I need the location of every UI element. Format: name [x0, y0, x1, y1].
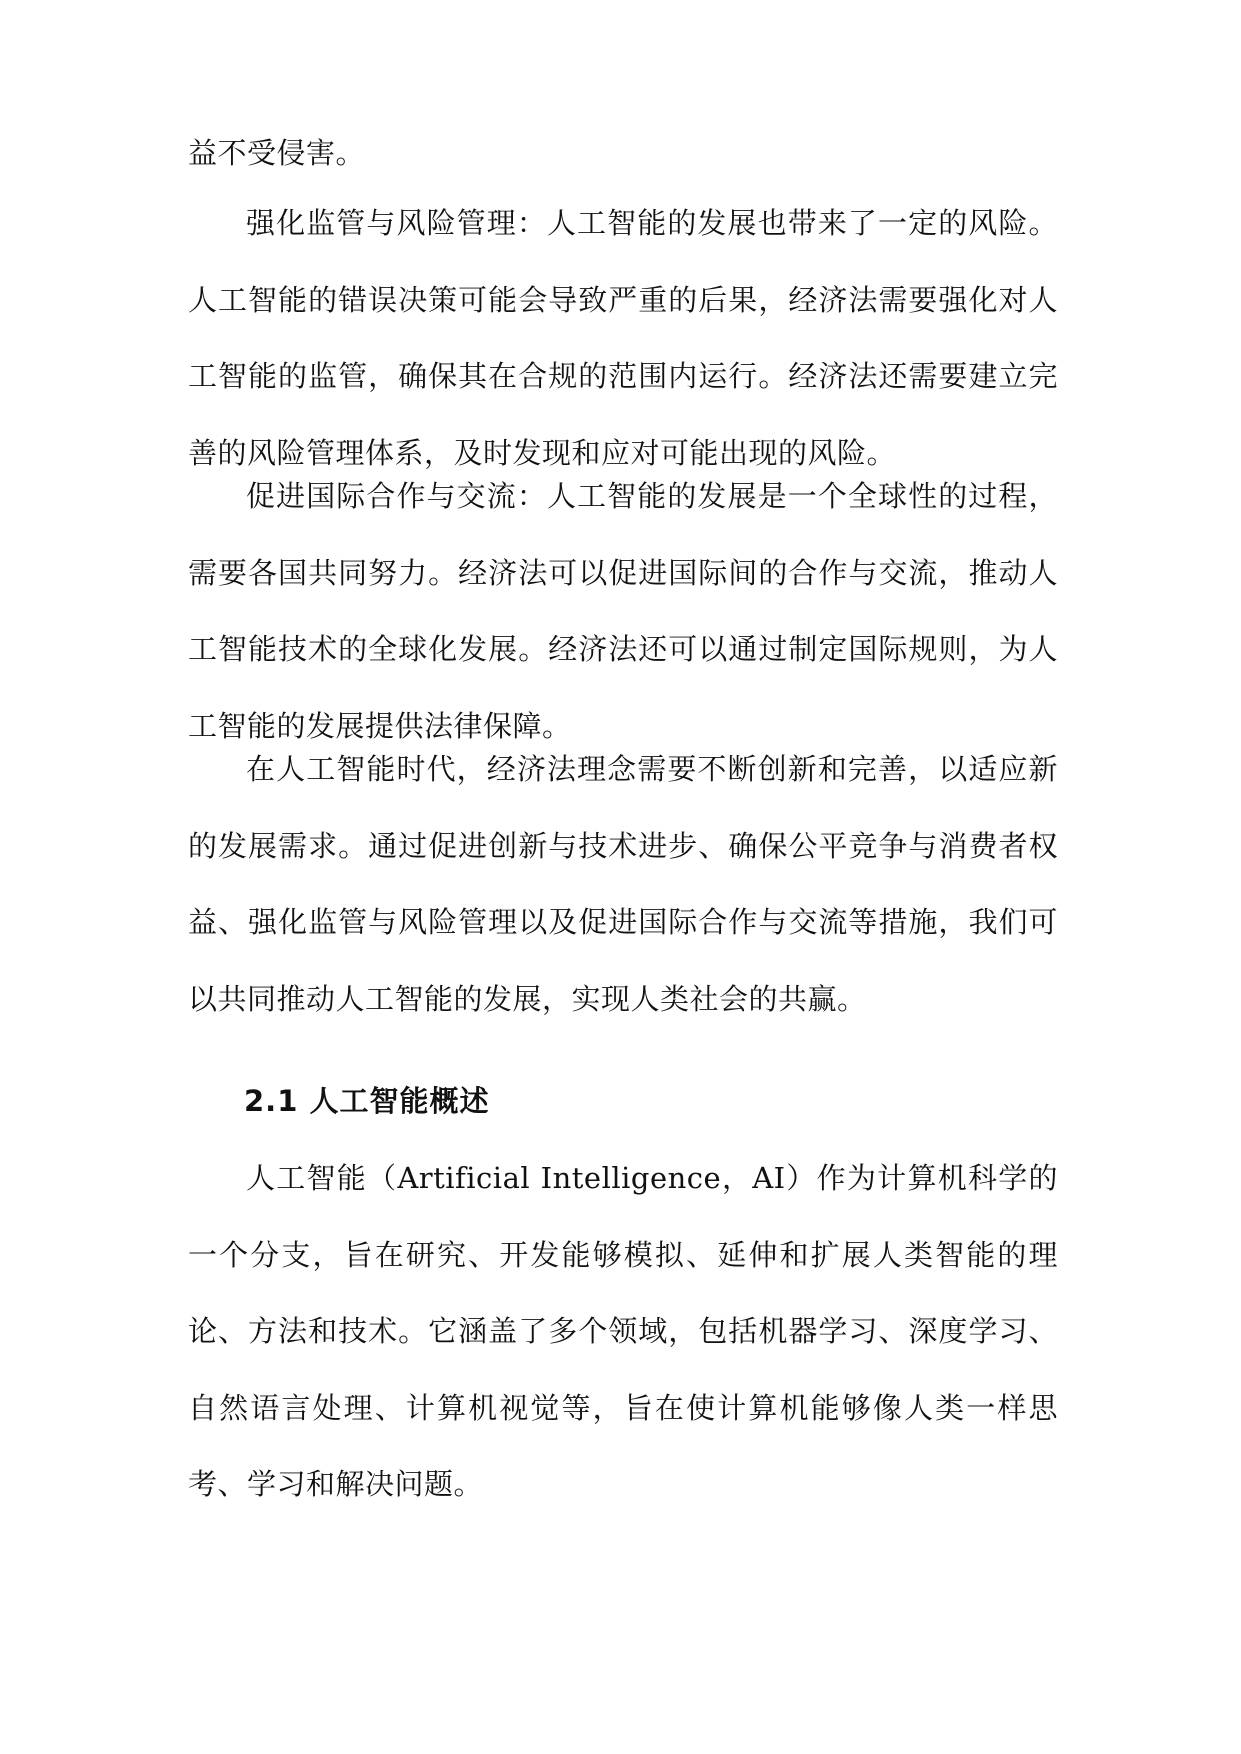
paragraph-regulation-risk: 强化监管与风险管理：人工智能的发展也带来了一定的风险。人工智能的错误决策可能会导致严重的后果，经济法需要强化对人工智能的监管，确保其在合规的范围内运行。经济法还需要建立完善的风险管理体系，及时发现和应对可能出现的风险。 — [188, 206, 1058, 470]
paragraph-ai-overview: 人工智能（Artificial Intelligence，AI）作为计算机科学的一个分支，旨在研究、开发能够模拟、延伸和扩展人类智能的理论、方法和技术。它涵盖了多个领域，包括机器学习、深度学习、自然语言处理、计算机视觉等，旨在使计算机能够像人类一样思考、学习和解决问题。 — [188, 1161, 1058, 1501]
paragraph-conclusion: 在人工智能时代，经济法理念需要不断创新和完善，以适应新的发展需求。通过促进创新与技术进步、确保公平竞争与消费者权益、强化监管与风险管理以及促进国际合作与交流等措施，我们可以共同推动人工智能的发展，实现人类社会的共赢。 — [188, 752, 1058, 1016]
paragraph-international-cooperation: 促进国际合作与交流：人工智能的发展是一个全球性的过程，需要各国共同努力。经济法可以促进国际间的合作与交流，推动人工智能技术的全球化发展。经济法还可以通过制定国际规则，为人工智能的发展提供法律保障。 — [188, 479, 1058, 743]
paragraph-continuation: 益不受侵害。 — [188, 136, 366, 170]
section-heading: 2.1 人工智能概述 — [244, 1084, 490, 1118]
